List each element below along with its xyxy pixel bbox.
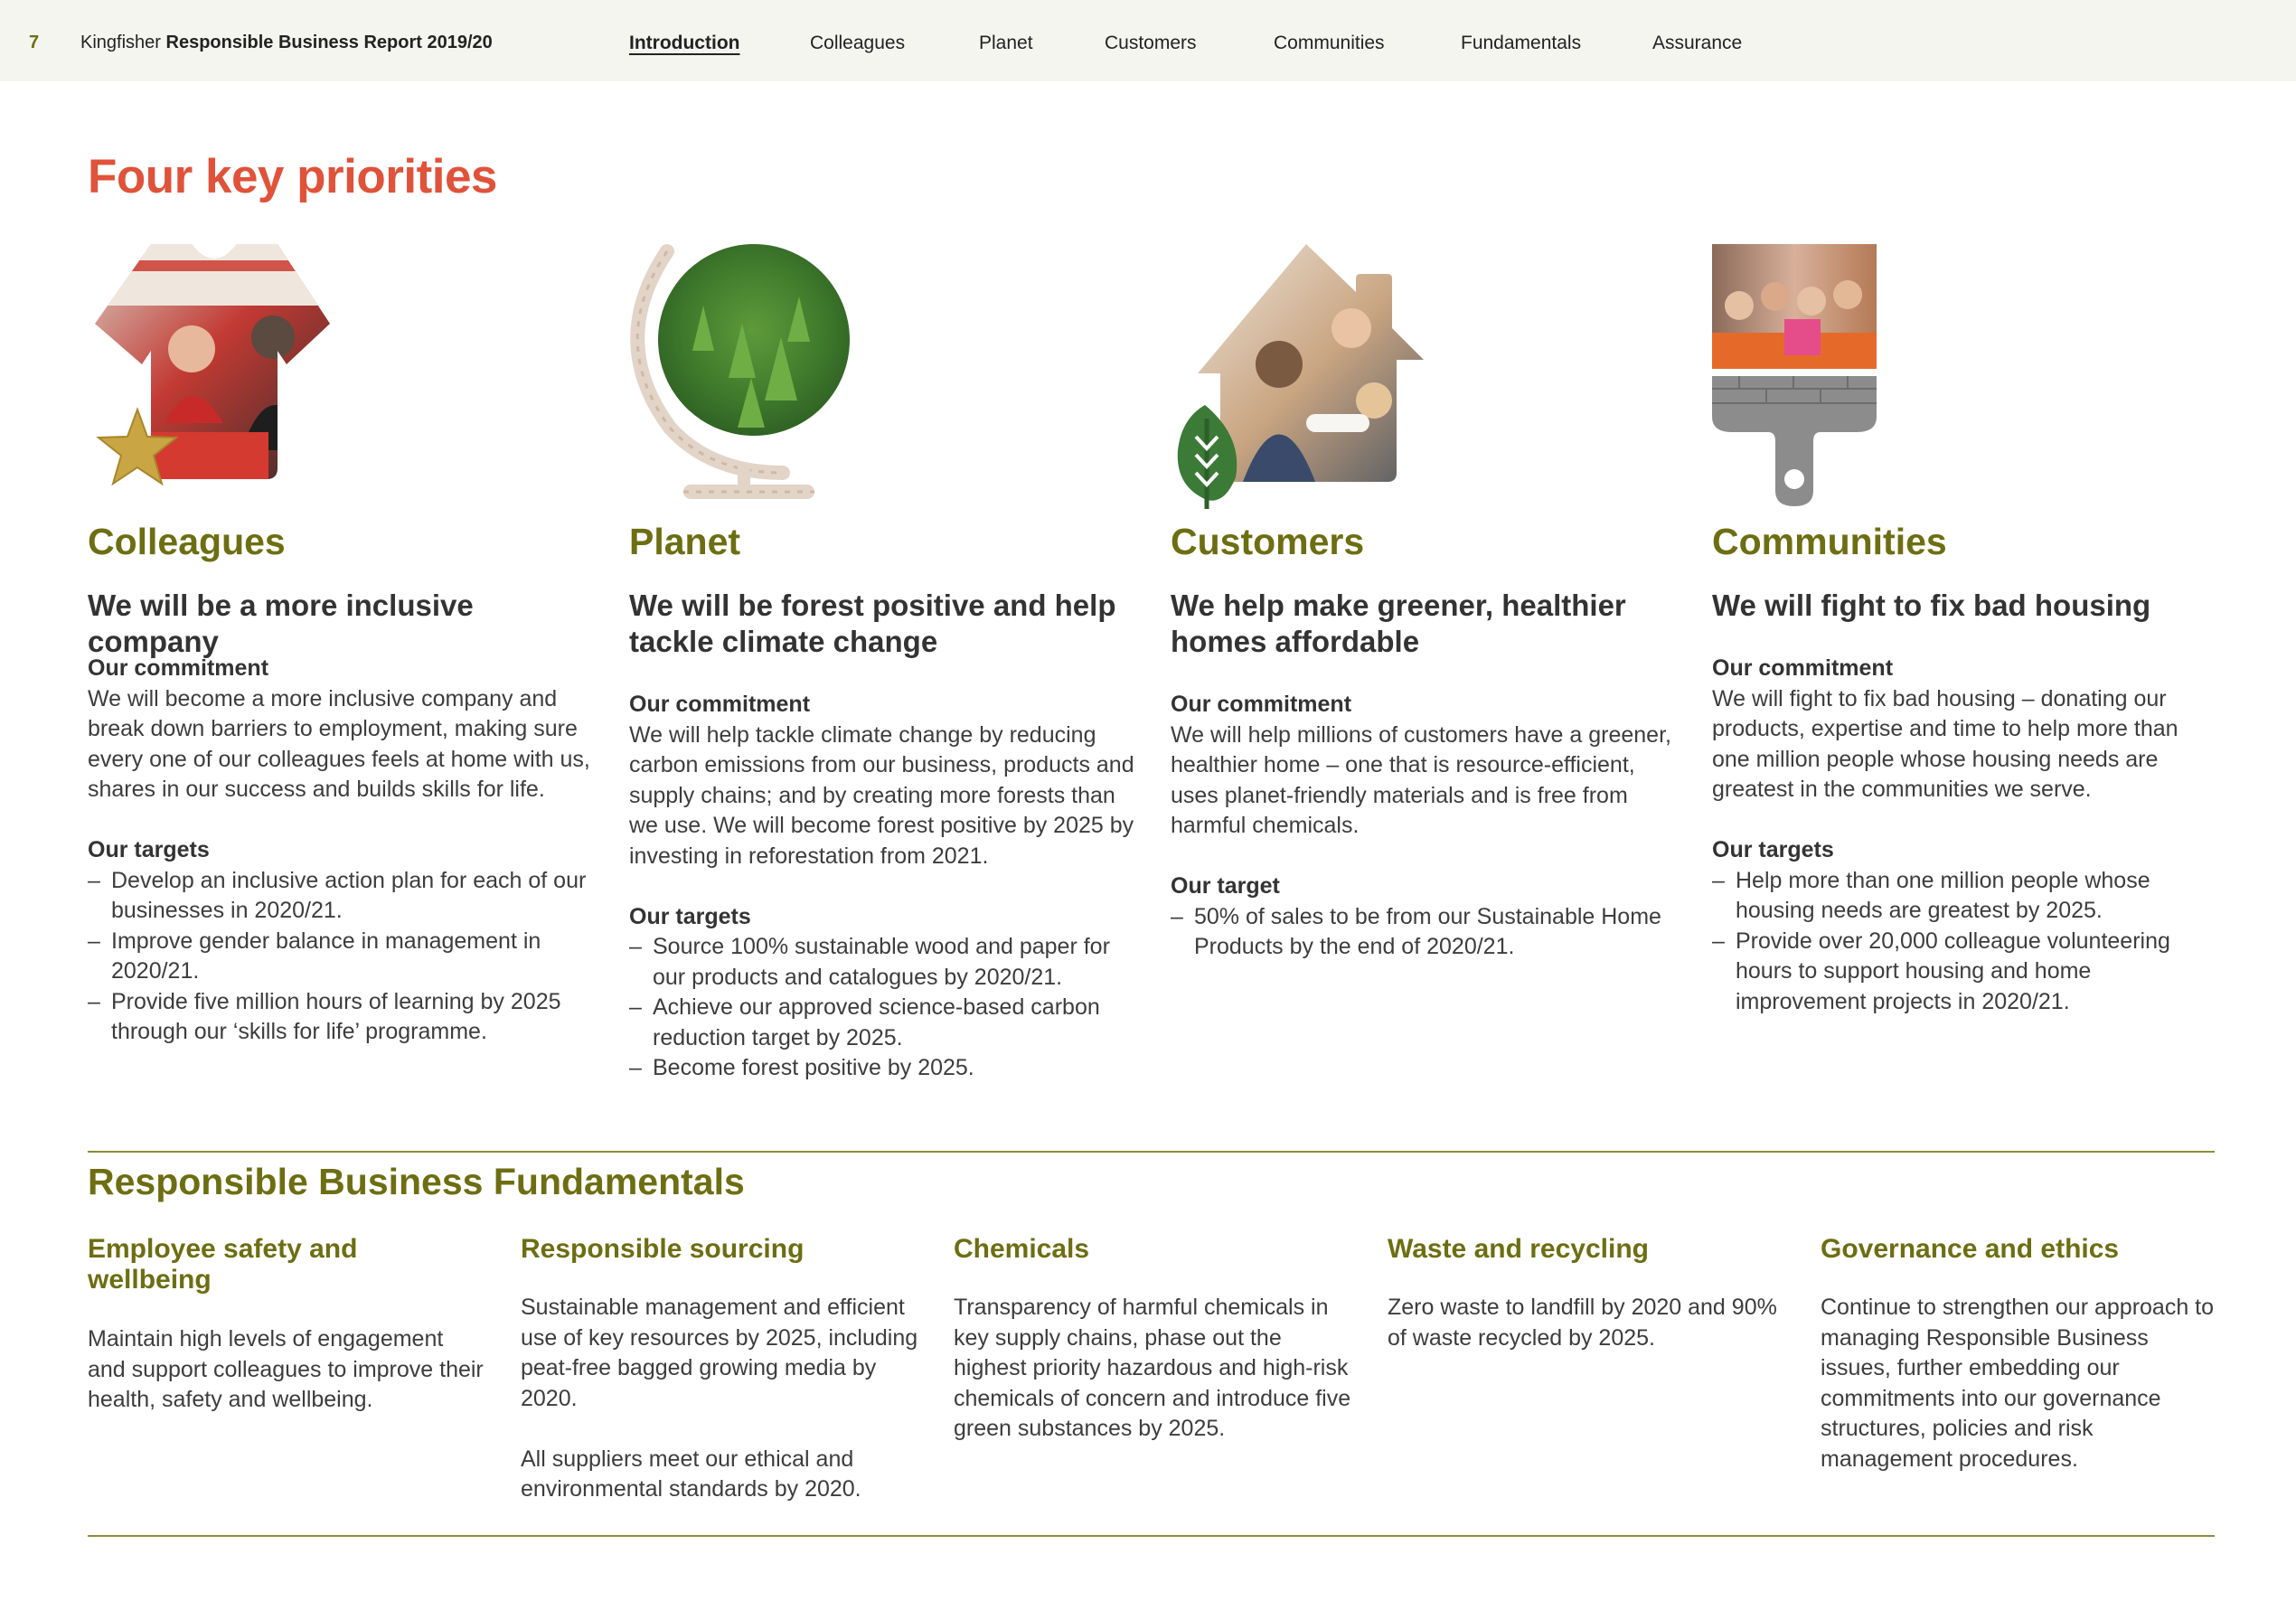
communities-commitment-label: Our commitment [1712,655,1894,681]
priority-customers [1171,242,1677,959]
nav-introduction[interactable]: Introduction [629,33,740,53]
fundamental-governance-ethics [1821,1234,2218,1472]
page-heading: Four key priorities [88,150,497,203]
fundamental-text [88,1324,485,1446]
customers-target-label: Our target [1171,873,1280,899]
planet-pledge: We will be forest positive and help tackle climate change [629,589,1116,658]
planet-commitment-label: Our commitment [629,692,811,717]
fundamental-text [521,1293,918,1535]
nav-fundamentals[interactable]: Fundamentals [1461,33,1582,53]
priority-planet [629,242,1135,1080]
customers-pledge: We help make greener, healthier homes affordable [1171,589,1626,658]
list-item: – Provide five million hours of learning by 2025 through our ‘skills for life’ programme. [88,987,594,1048]
fundamental-title: Employee safety and wellbeing [88,1234,358,1295]
planet-body [629,690,1135,1084]
report-title-bold: Responsible Business Report 2019/20 [165,33,493,52]
fundamental-employee-safety [88,1234,485,1412]
fundamental-text [954,1293,1351,1474]
priority-colleagues [88,242,594,1044]
customers-title[interactable]: Customers [1171,521,1365,562]
communities-commitment: We will fight to fix bad housing – donating our products, expertise and time to help more than one million people whose housing needs are greatest in the communities we serve. [1712,685,2178,802]
colleagues-title[interactable]: Colleagues [88,521,286,562]
divider-top [88,1151,2215,1153]
fundamental-chemicals [954,1234,1351,1441]
paintbrush-photo-icon [1712,242,1983,513]
top-navigation-bar [0,0,2296,81]
fundamental-paragraph: All suppliers meet our ethical and environmental standards by 2020. [521,1446,861,1502]
list-item: – Improve gender balance in management in 2020/21. [88,927,594,987]
colleagues-commitment-label: Our commitment [88,655,269,681]
planet-targets-list [629,932,1135,1084]
nav-colleagues[interactable]: Colleagues [810,33,906,53]
fundamental-title: Responsible sourcing [521,1234,805,1264]
report-brand: Kingfisher [80,33,161,52]
list-item: – 50% of sales to be from our Sustainable Home Products by the end of 2020/21. [1171,902,1677,963]
report-title[interactable] [80,33,493,53]
customers-body [1171,690,1677,963]
planet-title[interactable]: Planet [629,521,741,562]
nav-assurance[interactable]: Assurance [1652,33,1743,53]
communities-targets-label: Our targets [1712,837,1834,862]
fundamental-paragraph: Transparency of harmful chemicals in key supply chains, phase out the highest priority hazardous and high-risk chemicals of concern and introduce five green substances by 2025. [954,1295,1351,1441]
fundamental-title: Governance and ethics [1821,1234,2120,1264]
list-item: – Develop an inclusive action plan for each of our businesses in 2020/21. [88,866,594,927]
communities-body [1712,654,2218,1017]
globe-forest-icon [629,242,900,513]
communities-pledge: We will fight to fix bad housing [1712,589,2151,622]
nav-communities[interactable]: Communities [1274,33,1385,53]
list-item: – Source 100% sustainable wood and paper for our products and catalogues by 2020/21. [629,932,1135,993]
fundamental-text [1821,1293,2218,1505]
planet-targets-label: Our targets [629,903,751,929]
colleagues-targets-label: Our targets [88,837,210,862]
fundamental-text [1388,1293,1785,1384]
divider-bottom [88,1535,2215,1537]
list-item: – Achieve our approved science-based carbon reduction target by 2025. [629,993,1135,1053]
tshirt-photo-icon [88,242,359,513]
list-item: – Provide over 20,000 colleague volunteering hours to support housing and home improvement projects in 2020/21. [1712,927,2218,1018]
colleagues-targets-list [88,866,594,1048]
fundamental-paragraph: Sustainable management and efficient use of key resources by 2025, including peat-free bagged growing media by 2020. [521,1295,918,1411]
nav-planet[interactable]: Planet [979,33,1033,53]
colleagues-commitment: We will become a more inclusive company and break down barriers to employment, making sure every one of our colleagues feels at home with us, shares in our success and builds skills for life. [88,685,590,802]
fundamental-paragraph: Continue to strengthen our approach to managing Responsible Business issues, further embedding our commitments into our governance structures, policies and risk management procedures. [1821,1295,2215,1472]
fundamental-paragraph: Zero waste to landfill by 2020 and 90% of waste recycled by 2025. [1388,1295,1777,1351]
fundamental-paragraph: Maintain high levels of engagement and support colleagues to improve their health, safety and wellbeing. [88,1326,484,1412]
fundamental-waste-recycling [1388,1234,1785,1351]
house-family-icon [1171,242,1442,513]
fundamentals-title[interactable]: Responsible Business Fundamentals [88,1161,745,1202]
communities-targets-list [1712,866,2218,1018]
colleagues-body [88,654,594,1048]
fundamental-responsible-sourcing [521,1234,918,1502]
fundamental-title: Waste and recycling [1388,1234,1649,1264]
communities-title[interactable]: Communities [1712,521,1947,562]
priority-communities [1712,242,2218,1014]
list-item: – Become forest positive by 2025. [629,1053,1135,1084]
nav-customers[interactable]: Customers [1105,33,1197,53]
colleagues-pledge: We will be a more inclusive company [88,589,474,658]
customers-commitment-label: Our commitment [1171,692,1352,717]
page-number: 7 [29,33,40,52]
customers-commitment: We will help millions of customers have a greener, healthier home – one that is resource-efficient, uses planet-friendly materials and is free from harmful chemicals. [1171,721,1671,838]
fundamental-title: Chemicals [954,1234,1090,1264]
list-item: – Help more than one million people whose housing needs are greatest by 2025. [1712,866,2218,927]
planet-commitment: We will help tackle climate change by reducing carbon emissions from our business, products and supply chains; and by creating more forests than we use. We will become forest positive by 2025 by investing in reforestation from 2021. [629,721,1134,869]
customers-targets-list [1171,902,1677,963]
